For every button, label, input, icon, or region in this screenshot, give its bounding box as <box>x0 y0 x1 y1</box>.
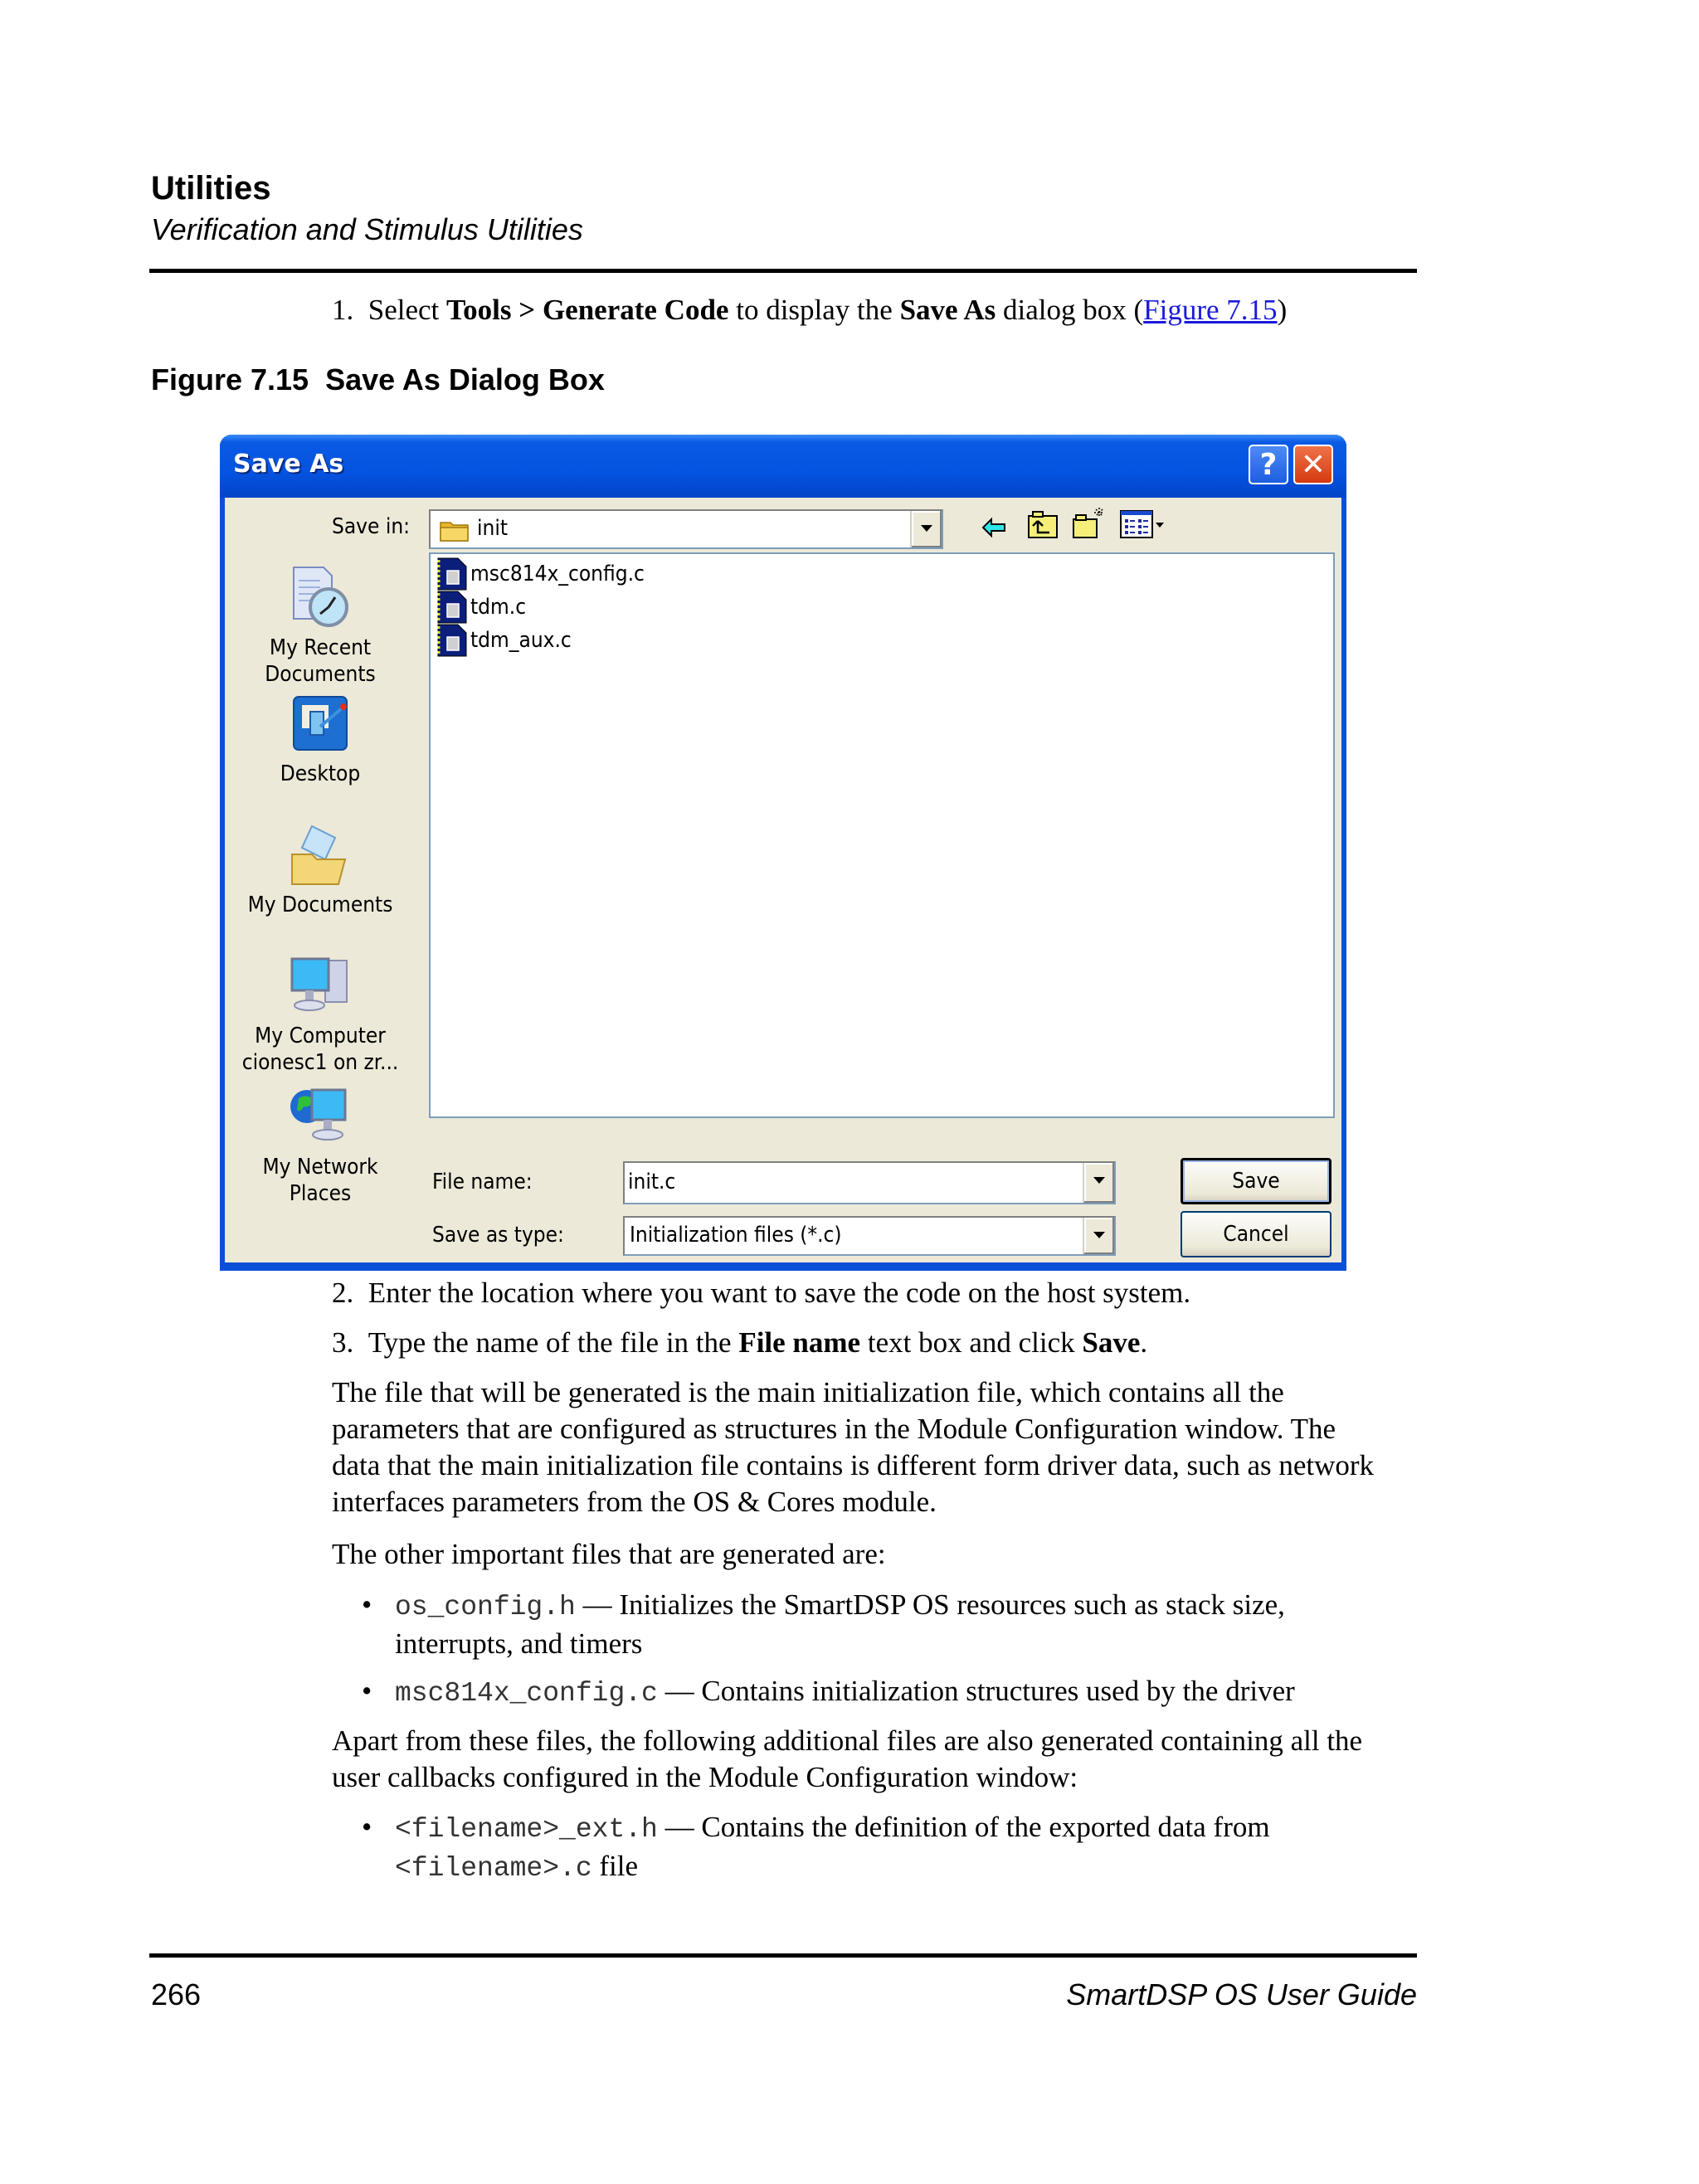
bullet-item <box>362 1673 1295 1712</box>
paragraph-other-files: The other important files that are generated are: <box>332 1538 886 1570</box>
step-number: 3. <box>332 1326 354 1359</box>
paragraph-line: data that the main initialization file contains is different form driver data, such as network <box>332 1449 1375 1481</box>
save-as-type-value: Initialization files (*.c) <box>630 1223 842 1248</box>
cancel-button[interactable] <box>1181 1211 1331 1257</box>
place-label: My Computer <box>255 1024 386 1048</box>
save-button[interactable] <box>1181 1158 1331 1204</box>
bullet-text: Contains the definition of the exported data from <box>701 1811 1270 1843</box>
close-icon: ✕ <box>1300 448 1327 482</box>
bullet-text: Contains initialization structures used by the driver <box>701 1675 1295 1707</box>
save-in-combobox[interactable] <box>429 509 943 549</box>
save-in-label: Save in: <box>332 514 411 539</box>
file-item[interactable] <box>437 557 645 591</box>
back-icon[interactable] <box>981 516 1008 539</box>
figure-caption <box>151 362 605 397</box>
step-text: Enter the location where you want to save the code on the host system. <box>368 1277 1191 1309</box>
place-my-computer[interactable] <box>225 952 416 1076</box>
close-button[interactable] <box>1293 445 1333 484</box>
place-desktop[interactable] <box>225 690 416 787</box>
file-name-label: File name: <box>432 1170 533 1194</box>
bullet-text: Initializes the SmartDSP OS resources such as stack size, <box>619 1588 1285 1621</box>
help-button[interactable] <box>1249 445 1288 484</box>
desktop-icon <box>287 690 353 756</box>
up-one-level-icon[interactable] <box>1026 509 1059 539</box>
place-label: My Documents <box>247 893 393 917</box>
header-rule <box>149 269 1417 273</box>
file-name: msc814x_config.c <box>470 562 645 586</box>
places-bar <box>225 498 416 1262</box>
dialog-client-area <box>225 498 1341 1262</box>
file-name-combobox[interactable] <box>623 1161 1116 1204</box>
page-number: 266 <box>151 1977 202 2011</box>
file-name: tdm.c <box>470 595 527 620</box>
file-name: tdm_aux.c <box>470 628 572 653</box>
paragraph-additional-files <box>332 1723 1362 1796</box>
step-text: text box and click <box>860 1326 1083 1359</box>
cancel-button-label: Cancel <box>1223 1222 1289 1247</box>
title-bar[interactable] <box>220 435 1346 498</box>
step-text: Type the name of the file in the <box>368 1326 739 1359</box>
file-name-input[interactable]: init.c <box>628 1170 676 1194</box>
figure-caption-text: Save As Dialog Box <box>325 362 605 396</box>
place-my-recent-documents[interactable] <box>225 564 416 688</box>
document-title: SmartDSP OS User Guide <box>1066 1977 1417 2011</box>
place-label: Places <box>289 1181 352 1206</box>
create-new-folder-icon[interactable] <box>1071 506 1108 539</box>
paragraph-line: The file that will be generated is the main initialization file, which contains all the <box>332 1376 1284 1408</box>
c-source-file-icon <box>437 557 467 591</box>
bullet-item <box>362 1587 1285 1662</box>
figure-link[interactable]: Figure 7.15 <box>1143 294 1278 326</box>
place-label: My Network <box>262 1155 378 1180</box>
place-my-documents[interactable] <box>225 821 416 918</box>
step-text: . <box>1140 1326 1148 1359</box>
button-name: Save <box>1082 1326 1141 1359</box>
folder-icon <box>439 518 470 542</box>
chapter-title: Utilities <box>151 170 271 207</box>
code-filename: <filename>_ext.h <box>395 1814 658 1845</box>
code-filename: msc814x_config.c <box>395 1678 658 1709</box>
dialog-title: Save As <box>233 450 344 479</box>
place-label: Documents <box>265 662 376 687</box>
place-label: cionesc1 on zr... <box>241 1050 399 1075</box>
figure-label: Figure 7.15 <box>151 362 309 396</box>
bullet-text: interrupts, and timers <box>395 1627 643 1660</box>
step-text: ) <box>1277 294 1288 326</box>
bullet-text: file <box>591 1850 639 1882</box>
paragraph-main-init-file <box>332 1374 1374 1520</box>
step-2 <box>332 1275 1190 1311</box>
bullet-icon: • <box>362 1588 372 1621</box>
paragraph-line: parameters that are configured as structures in the Module Configuration window. The <box>332 1413 1336 1445</box>
footer-rule <box>149 1953 1417 1958</box>
my-documents-icon <box>287 821 353 888</box>
section-title: Verification and Stimulus Utilities <box>151 212 583 246</box>
recent-documents-icon <box>287 564 353 630</box>
save-in-dropdown-arrow[interactable] <box>910 511 942 547</box>
save-as-type-combobox[interactable] <box>623 1216 1116 1256</box>
network-places-icon <box>287 1083 353 1150</box>
save-in-value: init <box>477 516 508 541</box>
file-list[interactable] <box>429 552 1335 1118</box>
place-label: Desktop <box>280 761 361 786</box>
step-1 <box>332 292 1287 328</box>
place-label: My Recent <box>269 635 372 660</box>
step-text: dialog box ( <box>996 294 1144 326</box>
file-item[interactable] <box>437 624 572 657</box>
bullet-icon: • <box>362 1811 372 1843</box>
code-filename: <filename>.c <box>395 1853 592 1884</box>
bullet-icon: • <box>362 1675 372 1707</box>
save-as-type-label: Save as type: <box>432 1223 564 1248</box>
my-computer-icon <box>287 952 353 1019</box>
save-as-type-dropdown-arrow[interactable] <box>1083 1218 1114 1254</box>
step-number: 2. <box>332 1277 354 1309</box>
place-my-network-places[interactable] <box>225 1083 416 1207</box>
code-filename: os_config.h <box>395 1592 576 1622</box>
step-number: 1. <box>332 294 354 326</box>
separator: — <box>575 1588 620 1621</box>
step-text: to display the <box>728 294 900 326</box>
file-name-dropdown-arrow[interactable] <box>1083 1163 1114 1203</box>
paragraph-line: interfaces parameters from the OS & Cores module. <box>332 1486 937 1518</box>
view-menu-icon[interactable] <box>1119 509 1169 539</box>
field-name: File name <box>738 1326 861 1359</box>
paragraph-line: Apart from these files, the following additional files are also generated containing all the <box>332 1724 1363 1757</box>
paragraph-line: user callbacks configured in the Module Configuration window: <box>332 1761 1078 1793</box>
save-as-dialog <box>220 435 1346 1271</box>
step-text: Select <box>368 294 447 326</box>
bullet-item <box>362 1809 1270 1887</box>
file-item[interactable] <box>437 591 526 624</box>
step-3 <box>332 1325 1147 1361</box>
separator: — <box>657 1675 702 1707</box>
save-button-label: Save <box>1232 1169 1280 1194</box>
c-source-file-icon <box>437 591 467 624</box>
dialog-name: Save As <box>899 294 996 326</box>
menu-path: Tools > Generate Code <box>446 294 729 326</box>
c-source-file-icon <box>437 624 467 657</box>
help-icon: ? <box>1259 448 1278 482</box>
separator: — <box>657 1811 702 1843</box>
